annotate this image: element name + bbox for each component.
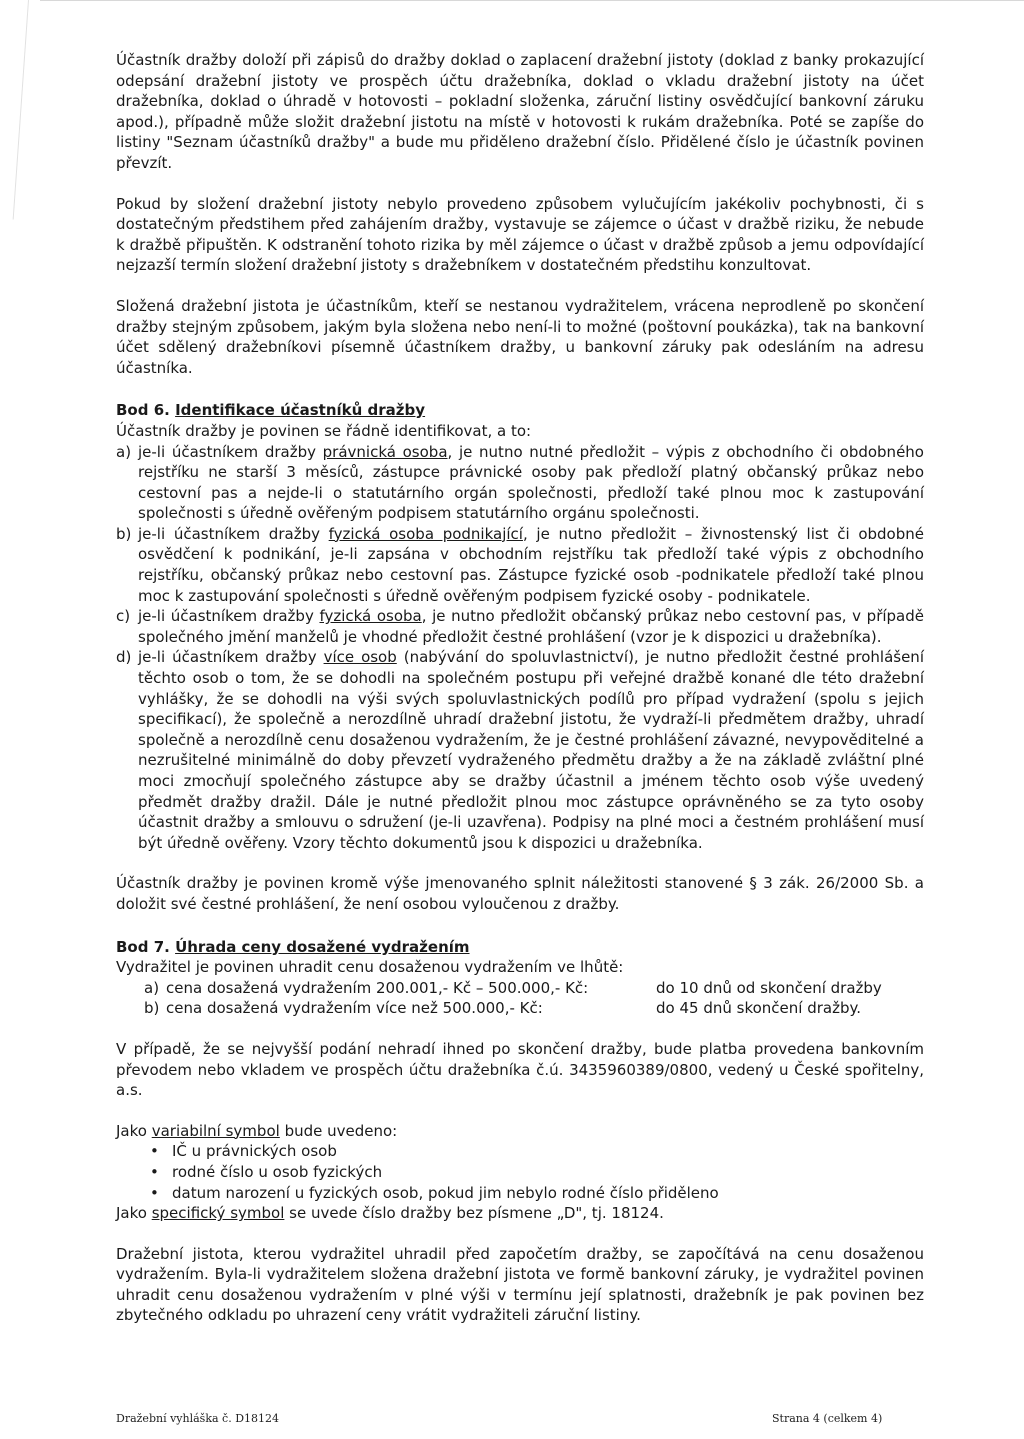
list-item-label: a) — [116, 442, 132, 461]
ss-term: specifický symbol — [151, 1204, 285, 1223]
vs-suffix: bude uvedeno: — [279, 1121, 398, 1140]
list-item — [116, 606, 924, 647]
payment-label: b) — [144, 999, 160, 1018]
bullet-icon: • — [150, 1162, 159, 1181]
section-heading-bod7 — [116, 937, 924, 958]
footer-document-id: Dražební vyhláška č. D18124 — [116, 1412, 280, 1425]
vs-term: variabilní symbol — [151, 1121, 280, 1140]
item-body: , je nutno předložit – živnostenský list či obdobné osvědčení k podnikání, je-li zapsána v obchodním rejstříku tak předloží také výpis z obchodního rejstříku, občanský průkaz nebo cestovní pas. Zástupce fyzické osob -podnikatele předloží také plnou moc k zastupování společnosti s úředně ověřeným podpisem fyzické osoby - podnikatele. — [138, 524, 924, 605]
list-item-text — [138, 442, 924, 524]
payment-deadline: do 45 dnů skončení dražby. — [656, 999, 861, 1018]
list-item — [116, 1141, 924, 1162]
list-item — [116, 1162, 924, 1183]
section-title: Identifikace účastníků dražby — [175, 401, 426, 420]
bullet-text: rodné číslo u osob fyzických — [172, 1162, 383, 1181]
paragraph-eligibility: Účastník dražby je povinen kromě výše jmenovaného splnit náležitosti stanovené § 3 zák. 26/2000 Sb. a doložit své čestné prohlášení, že není osobou vyloučenou z dražby. — [116, 874, 924, 913]
section-number: Bod 6. — [116, 401, 170, 420]
item-prefix: je-li účastníkem dražby — [138, 442, 323, 461]
item-term: právnická osoba — [322, 442, 448, 461]
list-item-label: d) — [116, 648, 132, 667]
payment-row — [116, 998, 924, 1019]
item-term: fyzická osoba — [319, 607, 422, 626]
item-body: , je nutno předložit občanský průkaz nebo cestovní pas, v případě společného jmění manželů je vhodné předložit čestné prohlášení (vzor je k dispozici u dražebníka). — [138, 607, 924, 646]
paragraph-bank-transfer: V případě, že se nejvyšší podání nehradí ihned po skončení dražby, bude platba provedena bankovním převodem nebo vkladem ve prospěch účtu dražebníka č.ú. 3435960389/0800, vedený u České spořitelny, a.s. — [116, 1039, 924, 1100]
list-item-label: c) — [116, 607, 131, 626]
section-title: Úhrada ceny dosažené vydražením — [175, 937, 470, 956]
bullet-icon: • — [150, 1183, 159, 1202]
payment-row — [116, 978, 924, 999]
scan-edge-line — [40, 0, 1024, 1]
list-item — [116, 1183, 924, 1204]
list-item-text — [138, 647, 924, 853]
list-item — [116, 647, 924, 853]
bullet-icon: • — [150, 1142, 159, 1161]
bullet-text: datum narození u fyzických osob, pokud jim nebylo rodné číslo přiděleno — [172, 1183, 719, 1202]
payment-range: cena dosažená vydražením 200.001,- Kč – 500.000,- Kč: — [166, 978, 589, 997]
item-prefix: je-li účastníkem dražby — [138, 607, 320, 626]
paragraph-registration: Účastník dražby doloží při zápisů do dražby doklad o zaplacení dražební jistoty (doklad z banky prokazující odepsání dražební jistoty ve prospěch účtu dražebníka, doklad o vkladu dražební jistoty na účet dražebníka, doklad o úhradě v hotovosti – pokladní složenka, záruční listiny osvědčující bankovní záruku apod.), případně může složit dražební jistotu na místě v hotovosti k rukám dražebníka. Poté se zapíše do listiny "Seznam účastníků dražby" a bude mu přiděleno dražební číslo. Přidělené číslo je účastník povinen převzít. — [116, 51, 924, 172]
list-item-text — [138, 606, 924, 647]
list-item-label: b) — [116, 524, 132, 543]
variable-symbol-intro — [116, 1121, 924, 1142]
vs-prefix: Jako — [116, 1121, 152, 1140]
ss-prefix: Jako — [116, 1204, 152, 1223]
payment-label: a) — [144, 978, 160, 997]
scan-edge-line-left — [13, 0, 29, 220]
section-intro: Účastník dražby je povinen se řádně identifikovat, a to: — [116, 421, 532, 440]
variable-symbol-list — [116, 1141, 924, 1203]
payment-deadline: do 10 dnů od skončení dražby — [656, 978, 882, 997]
item-prefix: je-li účastníkem dražby — [138, 524, 329, 543]
item-body: , je nutno nutné předložit – výpis z obchodního či obdobného rejstříku ne starší 3 měsíců, zástupce právnické osoby pak předloží platný občanský průkaz nebo cestovní pas a nejde-li o statutárního orgán společnosti, předloží také plnou moc k zastupování společnosti s úředně ověřeným podpisem statutárního orgánu společnosti. — [138, 442, 924, 523]
list-item — [116, 442, 924, 524]
ss-suffix: se uvede číslo dražby bez písmene „D", tj. 18124. — [284, 1204, 664, 1223]
paragraph-deposit-risk: Pokud by složení dražební jistoty nebylo provedeno způsobem vylučujícím jakékoliv pochybnosti, či s dostatečným předstihem před zahájením dražby, vystavuje se zájemce o účast v dražbě riziku, že nebude k dražbě připuštěn. K odstranění tohoto rizika by měl zájemce o účast v dražbě způsob a jemu odpovídající nejzazší termín složení dražební jistoty s dražebníkem v dostatečném předstihu konzultovat. — [116, 194, 924, 275]
payment-range: cena dosažená vydražením více než 500.000,- Kč: — [166, 999, 543, 1018]
item-term: více osob — [323, 648, 397, 667]
section-number: Bod 7. — [116, 937, 170, 956]
paragraph-deposit-offset: Dražební jistota, kterou vydražitel uhradil před započetím dražby, se započítává na cenu dosaženou vydražením. Byla-li vydražitelem složena dražební jistota ve formě bankovní záruky, je vydražitel povinen uhradit cenu dosaženou vydražením v plné výši v termínu její splatnosti, dražebník je pak povinen bez zbytečného odkladu po uhrazení ceny vrátit vydražiteli záruční listiny. — [116, 1244, 924, 1325]
item-body: (nabývání do spoluvlastnictví), je nutno předložit čestné prohlášení těchto osob o tom, že se dohodli na společném postupu při veřejné dražbě konané dle této dražební vyhlášky, že se dohodli na výši svých spoluvlastnických podílů pro případ vydražení (spolu s jejich specifikací), že společně a nerozdílně uhradí dražební jistotu, že vydraží-li předmětem dražby, uhradí společně a nerozdílně cenu dosaženou vydražením, že je čestné prohlášení závazné, nevypověditelné a nezrušitelné minimálně do doby převzetí vydraženého předmětu dražby a že na základě zvláštní plné moci zmocňují společného zástupce aby se dražby účastnil a jménem těchto osob výše uvedený předmět dražby dražil. Dále je nutné předložit plnou moc zástupce oprávněného se za tyto osoby účastnit dražby a smlouvu o sdružení (je-li uzavřena). Podpisy na plné moci a čestném prohlášení musí být úředně ověřeny. Vzory těchto dokumentů jsou k dispozici u dražebníka. — [138, 648, 924, 852]
section-heading-bod6 — [116, 400, 924, 421]
document-body — [116, 50, 924, 1326]
list-item-text — [138, 524, 924, 606]
item-term: fyzická osoba podnikající — [328, 524, 523, 543]
item-prefix: je-li účastníkem dražby — [138, 648, 324, 667]
specific-symbol-line — [116, 1203, 924, 1224]
footer-page-number: Strana 4 (celkem 4) — [772, 1412, 883, 1425]
list-item — [116, 524, 924, 606]
bullet-text: IČ u právnických osob — [172, 1142, 337, 1161]
section-intro: Vydražitel je povinen uhradit cenu dosaženou vydražením ve lhůtě: — [116, 958, 624, 977]
paragraph-deposit-return: Složená dražební jistota je účastníkům, kteří se nestanou vydražitelem, vrácena neprodleně po skončení dražby stejným způsobem, jakým byla složena nebo není-li to možné (poštovní poukázka), tak na bankovní účet sdělený dražebníkovi písemně účastníkem dražby, u bankovní záruky pak odesláním na adresu účastníka. — [116, 296, 924, 377]
